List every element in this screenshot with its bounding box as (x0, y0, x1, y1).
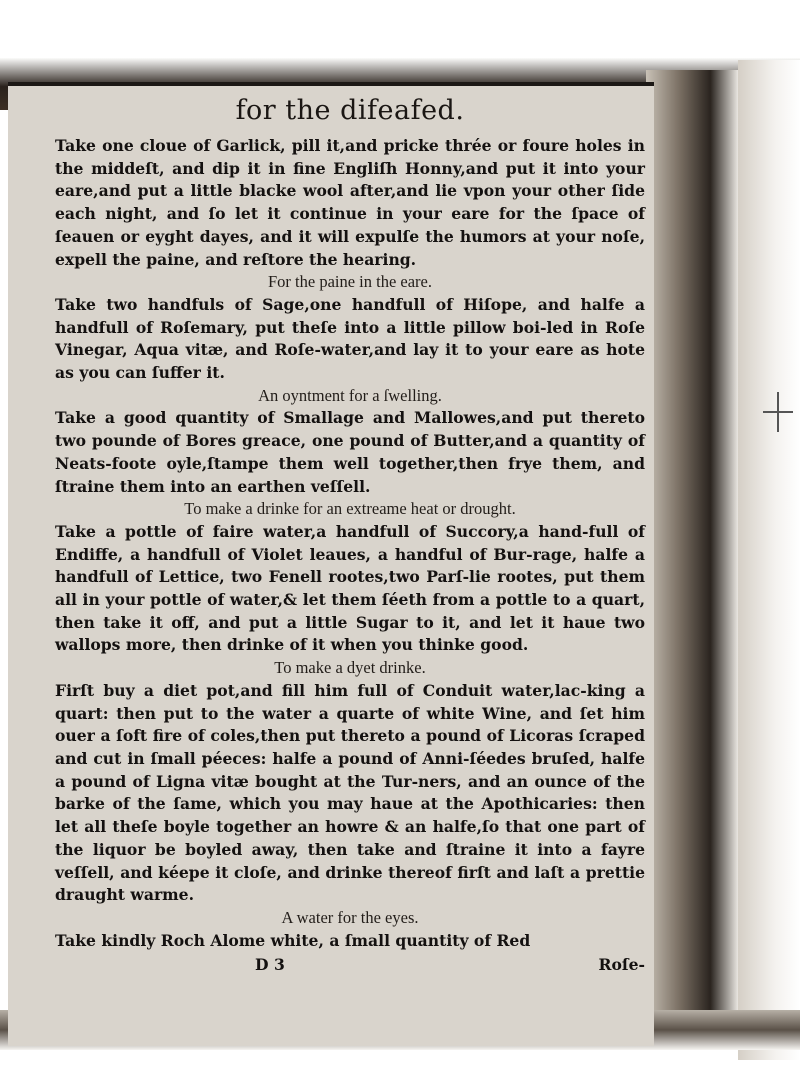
recipe-pottle-text: Take a pottle of faire water,a handfull of Succory,a hand-full of Endiffe, a handfull of Violet leaues, a handful of Bur-rage, halfe a handfull of Lettice, two Fenell rootes,two Parſ-lie rootes, put them all in your pottle of water,& let them ſéeth from a pottle to a quart, then take it off, and put a little Sugar to it, and let it haue two wallops more, then drinke of it when you thinke good. (55, 521, 645, 655)
heading-eare-paine: For the paine in the eare. (267, 272, 433, 292)
recipe-sage-text: Take two handfuls of Sage,one handfull of Hiſope, and halfe a handfull of Roſemary, put theſe into a little pillow boi-led in Roſe Vinegar, Aqua vitæ, and Roſe-water,and lay it to your eare as hote as you can ſuffer it. (55, 294, 645, 383)
registration-cross-icon (763, 392, 793, 432)
recipe-alome-text: Take kindly Roch Alome white, a ſmall quantity of Red (55, 930, 531, 950)
recipe-garlic-text: Take one cloue of Garlick, pill it,and pricke thrée or foure holes in the middeſt, and dip it in fine Engliſh Honny,and put it into your eare,and put a little blacke wool after,and lie vpon your other ſide each night, and ſo let it continue in your eare for the ſpace of ſeauen or eyght dayes, and it will expulſe the humors at your noſe, expell the paine, and reſtore the hearing. (55, 136, 645, 269)
heading-drinke-heat: To make a drinke for an extreame heat or drought. (184, 499, 516, 519)
catchword: Roſe- (598, 955, 645, 975)
signature-mark: D 3 (255, 955, 285, 975)
heading-water-eyes: A water for the eyes. (281, 907, 419, 927)
page-curl-shadow (646, 70, 738, 1050)
recipe-diet-pot-text: Firſt buy a diet pot,and fill him full of Conduit water,lac-king a quart: then put to the water a quarte of white Wine, and ſet him ouer a ſoft fire of coles,then put thereto a pound of Licoras ſcraped and cut in ſmall péeces: halfe a pound of Anni-ſéedes bruſed, halfe a pound of Ligna vitæ bought at the Tur-ners, and an ounce of the barke of the ſame, which you may haue at the Apothicaries: then let all theſe boyle together an howre & an halfe,ſo that one part of the liquor be boyled away, then take and ſtraine it into a fayre veſſell, and kéepe it cloſe, and drinke thereof firſt and laſt a prettie draught warme. (55, 680, 645, 905)
catchline (55, 954, 645, 976)
right-margin-strip (738, 60, 800, 1060)
running-header: for the difeafed. (235, 95, 465, 126)
heading-oyntment: An oyntment for a ſwelling. (258, 385, 442, 405)
recipe-smallage-text: Take a good quantity of Smallage and Mallowes,and put thereto two pounde of Bores greace, one pound of Butter,and a quantity of Neats-foote oyle,ſtampe them well together,then frye them, and ſtraine them into an earthen veſſell. (55, 408, 645, 496)
heading-dyet-drinke: To make a dyet drinke. (274, 658, 426, 678)
page-text-block (55, 95, 645, 976)
